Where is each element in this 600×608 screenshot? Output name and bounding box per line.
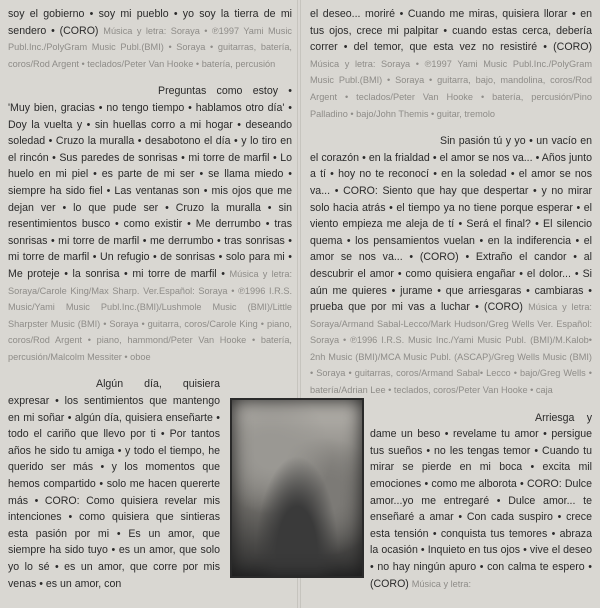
song-credits: Música y letra:: [411, 578, 472, 589]
lyrics-block-1: [8, 6, 292, 72]
lyrics-block-4: [310, 6, 592, 122]
lyrics-text: el deseo... moriré • Cuando me miras, quisiera llorar • en tus ojos, crece mi palpitar • cuando estas cerca, debería correr • del temor, que esta vez no resistiré • (CORO): [310, 8, 592, 54]
lyrics-text: Preguntas como estoy • 'Muy bien, gracias • no tengo tiempo • hablamos otro día' • Doy la vuelta y • sin huellas corro a mi hogar • deseando soledad • Cruzo la muralla • desabotono el día • y lo tiro en el rincón • Sus paredes de sonrisas • mi torre de marfil • Lo huelo en mi piel • es parte de mi ser • se llama miedo • siempre ha sido fiel • Las ventanas son • mis ojos que me dejan ver • lo que pude ser • Cruzo la muralla • sin resentimientos busco • como existir • Me derrumbo • tras sonrisas • mi torre de marfil • me derrumbo • tras sonrisas • mi torre de marfil • Un refugio • de sonrisas • solo para mi • Me proteje • la sonrisa • mi torre de marfil •: [8, 85, 292, 280]
song-credits: Música y letra: Soraya/Carole King/Max Sharp. Ver.Español: Soraya • ℗1996 I.R.S. Music/Yami Music Publ.Inc.(BMI)/Lushmole Music (BMI)/Little Sharpster Music (BMI) • Soraya • guitarra, coros/Carole King • piano, coros/Rod Argent • piano, hammond/Peter Van Hooke • batería, percusión/Malcolm Messiter • oboe: [8, 268, 293, 362]
lyrics-text: Algún día, quisiera expresar • los sentimientos que mantengo en mi soñar • algún día, quisiera enseñarte • todo el cariño que llevo por ti • Por tantos años he sido tu amiga • y todo el tiempo, he querido ser más • y los momentos que hemos compartido • solo me hacen quererte más • CORO: Como quisiera revelar mis intenciones • como quisiera que sintieras esta pasión por mi • Es un amor, que siempre ha sido tuyo • es un amor, que solo yo lo sé • es un amor, que corre por mis venas • es un amor, con: [8, 378, 220, 590]
textured-photo: [230, 398, 364, 578]
lyrics-block-2: [8, 83, 292, 365]
lyrics-text: Sin pasión tú y yo • un vacío en el corazón • en la frialdad • el amor se nos va... • Años junto a tí • hoy no te reconocí • en la soledad • el amor se nos va... • CORO: Siento que hay que despertar • y no mirar solo hacia atrás • el tiempo ya no tiene porque esperar • el viento empieza me aleja de tí • Será el final? • El silencio quema • los pensamientos vuelan • en la indiferencia • el amor se nos va... • (CORO) • Extraño el candor • al descubrir el amor • como quisiera engañar • el dolor... • Si aún me quieres • jurame • que arriesgaras • cambiaras • prueba que por mi vas a luchar • (CORO): [310, 135, 592, 314]
song-credits: Música y letra: Soraya • ℗1997 Yami Music Publ.Inc./PolyGram Music Publ.(BMI) • Soraya • guitarras, batería, coros/Rod Argent • teclados/Peter Van Hooke • batería, percusión: [8, 25, 292, 69]
song-credits: Música y letra: Soraya/Armand Sabal-Lecco/Mark Hudson/Greg Wells Ver. Español: Soraya • ℗1996 I.R.S. Music Inc./Yami Music Publ. (BMI)/M.Kalob• 2nh Music (BMI)/MCA Music Publ. (ASCAP)/Greg Wells Music (BMI) • Soraya • guitarras, coros/Armand Sabal• Lecco • bajo/Greg Wells • batería/Adrian Lee • teclados, coros/Peter Van Hooke • caja: [310, 302, 592, 396]
lyrics-text: soy el gobierno • soy mi pueblo • yo soy la tierra de mi sendero • (CORO): [8, 8, 292, 37]
song-credits: Música y letra: Soraya • ℗1997 Yami Music Publ.Inc./PolyGram Music Publ.(BMI) • Soraya • guitarra, bajo, mandolina, coros/Rod Argent • teclados/Peter Van Hooke • batería, percusión/Pino Palladino • bajo/John Themis • guitar, tremolo: [310, 58, 592, 119]
lyrics-text: Arriesga y dame un beso • revelame tu amor • persigue tus sueños • no les tengas temor • Cuando tu mirar se pierde en mi boca • excita mil emociones • como me alborota • CORO: Dulce amor...yo me entregaré • Dulce amor... te enseñaré a amar • Con cada suspiro • crece esta tensión • conquista tus temores • abraza la ocasión • Inquieto en tus ojos • vive el deseo • no hay ningún apuro • con calma te espero • (CORO): [370, 411, 592, 590]
lyrics-block-5: [310, 133, 592, 399]
